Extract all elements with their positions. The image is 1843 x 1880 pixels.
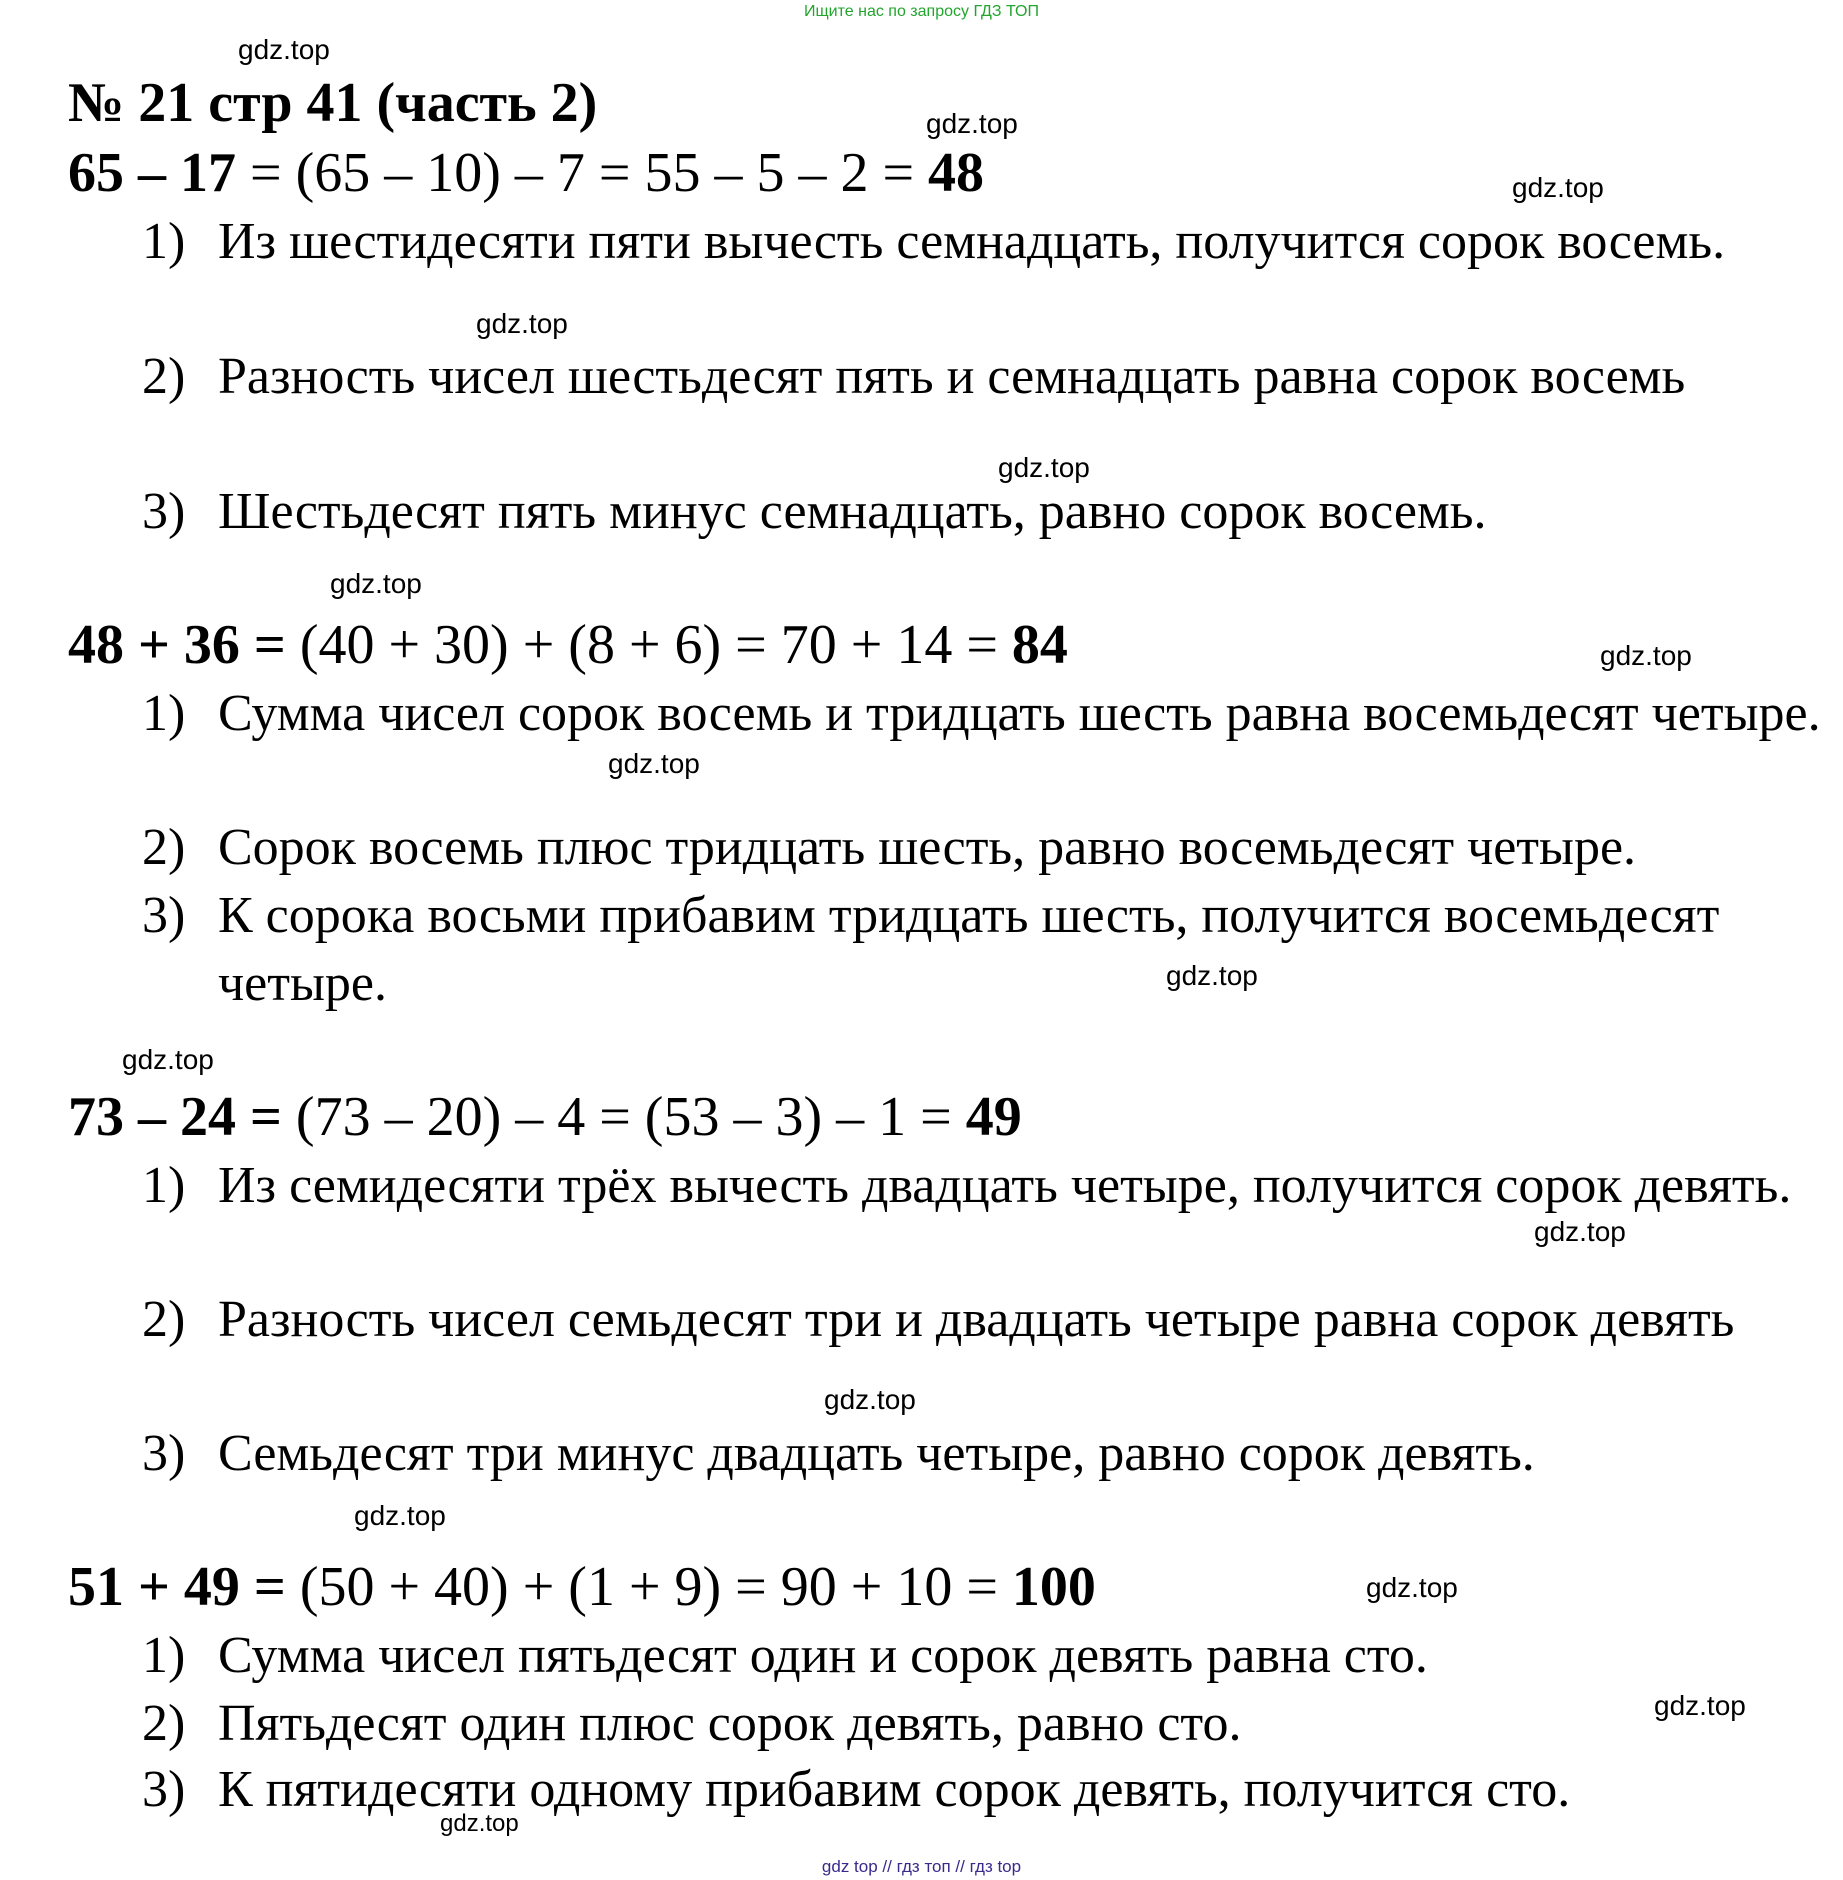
list-item bbox=[142, 1622, 1832, 1690]
item-text: Из семидесяти трёх вычесть двадцать четыре, получится сорок девять. bbox=[218, 1157, 1792, 1214]
item-number: 3) bbox=[142, 483, 186, 540]
list-item bbox=[142, 343, 1832, 411]
equation-answer: 49 bbox=[965, 1086, 1022, 1148]
item-number: 1) bbox=[142, 1627, 186, 1684]
watermark: gdz.top bbox=[1600, 640, 1692, 671]
list-item bbox=[142, 1152, 1832, 1220]
equation-head: 73 – 24 = bbox=[68, 1086, 282, 1148]
watermark: gdz.top bbox=[998, 452, 1090, 483]
watermark: gdz.top bbox=[608, 748, 700, 779]
item-text: Разность чисел шестьдесят пять и семнадцать равна сорок восемь bbox=[218, 348, 1686, 405]
item-text: К сорока восьми прибавим тридцать шесть, получится восемьдесят четыре. bbox=[218, 887, 1720, 1012]
watermark: gdz.top bbox=[440, 1810, 519, 1837]
watermark: gdz.top bbox=[1654, 1690, 1746, 1721]
equation-steps: (50 + 40) + (1 + 9) = 90 + 10 = bbox=[285, 1556, 1012, 1618]
watermark: gdz.top bbox=[926, 108, 1018, 139]
equation-3 bbox=[68, 1084, 1022, 1150]
bottom-watermark-banner: gdz top // гдз топ // гдз top bbox=[821, 1857, 1022, 1876]
list-item bbox=[142, 478, 1832, 546]
watermark: gdz.top bbox=[1366, 1572, 1458, 1603]
item-number: 1) bbox=[142, 685, 186, 742]
watermark: gdz.top bbox=[238, 34, 330, 65]
list-item bbox=[142, 208, 1832, 276]
item-text: Из шестидесяти пяти вычесть семнадцать, получится сорок восемь. bbox=[218, 213, 1726, 270]
list-item bbox=[142, 882, 1832, 1018]
item-text: Пятьдесят один плюс сорок девять, равно сто. bbox=[218, 1695, 1242, 1752]
watermark: gdz.top bbox=[330, 568, 422, 599]
watermark: gdz.top bbox=[354, 1500, 446, 1531]
list-item bbox=[142, 814, 1832, 882]
item-number: 2) bbox=[142, 819, 186, 876]
equation-steps: (40 + 30) + (8 + 6) = 70 + 14 = bbox=[285, 614, 1012, 676]
equation-2 bbox=[68, 612, 1068, 678]
watermark: gdz.top bbox=[1166, 960, 1258, 991]
item-number: 1) bbox=[142, 213, 186, 270]
list-item bbox=[142, 1690, 1832, 1758]
list-item bbox=[142, 1420, 1832, 1488]
item-text: Сорок восемь плюс тридцать шесть, равно восемьдесят четыре. bbox=[218, 819, 1637, 876]
item-text: Сумма чисел пятьдесят один и сорок девять равна сто. bbox=[218, 1627, 1428, 1684]
item-number: 3) bbox=[142, 1761, 186, 1818]
equation-head: 51 + 49 = bbox=[68, 1556, 286, 1618]
watermark: gdz.top bbox=[476, 308, 568, 339]
item-text: Шестьдесят пять минус семнадцать, равно сорок восемь. bbox=[218, 483, 1487, 540]
item-number: 1) bbox=[142, 1157, 186, 1214]
item-number: 2) bbox=[142, 1291, 186, 1348]
item-text: Семьдесят три минус двадцать четыре, равно сорок девять. bbox=[218, 1425, 1535, 1482]
equation-steps: = (65 – 10) – 7 = 55 – 5 – 2 = bbox=[236, 142, 929, 204]
equation-head: 65 – 17 bbox=[68, 142, 236, 204]
item-number: 2) bbox=[142, 348, 186, 405]
watermark: gdz.top bbox=[1534, 1216, 1626, 1247]
watermark: gdz.top bbox=[122, 1044, 214, 1075]
item-number: 3) bbox=[142, 1425, 186, 1482]
item-text: К пятидесяти одному прибавим сорок девять, получится сто. bbox=[218, 1761, 1571, 1818]
list-item bbox=[142, 1286, 1832, 1354]
equation-head: 48 + 36 = bbox=[68, 614, 286, 676]
item-text: Разность чисел семьдесят три и двадцать четыре равна сорок девять bbox=[218, 1291, 1735, 1348]
watermark: gdz.top bbox=[1512, 172, 1604, 203]
equation-1 bbox=[68, 140, 984, 206]
equation-steps: (73 – 20) – 4 = (53 – 3) – 1 = bbox=[281, 1086, 966, 1148]
equation-answer: 48 bbox=[928, 142, 985, 204]
list-item bbox=[142, 1756, 1832, 1824]
watermark: gdz.top bbox=[824, 1384, 916, 1415]
list-item bbox=[142, 680, 1832, 748]
page-title: № 21 стр 41 (часть 2) bbox=[68, 72, 598, 134]
equation-answer: 100 bbox=[1011, 1556, 1096, 1618]
equation-4 bbox=[68, 1554, 1096, 1620]
item-number: 2) bbox=[142, 1695, 186, 1752]
equation-answer: 84 bbox=[1011, 614, 1068, 676]
top-search-banner: Ищите нас по запросу ГДЗ ТОП bbox=[804, 3, 1039, 20]
item-text: Сумма чисел сорок восемь и тридцать шесть равна восемьдесят четыре. bbox=[218, 685, 1821, 742]
item-number: 3) bbox=[142, 887, 186, 944]
